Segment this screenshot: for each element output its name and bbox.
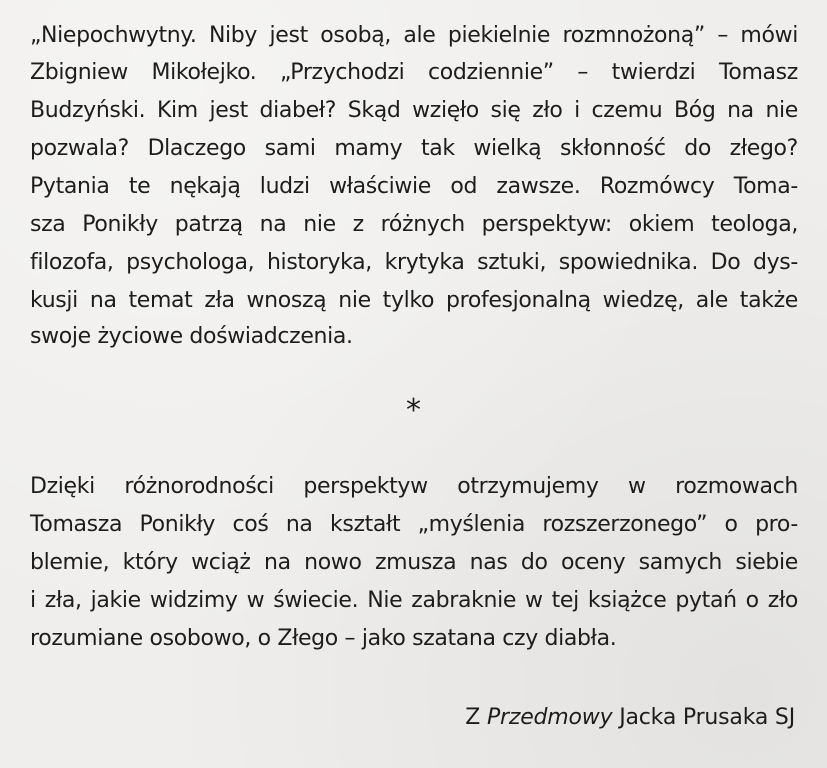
paragraph-1-line: sza Ponikły patrzą na nie z różnych perspektyw: okiem teologa, [30, 212, 798, 237]
paragraph-1-line: Zbigniew Mikołejko. „Przychodzi codziennie” – twierdzi Tomasz [30, 60, 798, 85]
paragraph-2-line: rozumiane osobowo, o Złego – jako szatana czy diabła. [30, 626, 617, 651]
paragraph-1-line: swoje życiowe doświadczenia. [30, 324, 353, 349]
paragraph-1-line: kusji na temat zła wnoszą nie tylko profesjonalną wiedzę, ale także [30, 288, 798, 313]
attribution-author: Jacka Prusaka SJ [619, 705, 795, 730]
paragraph-2-line: blemie, który wciąż na nowo zmusza nas do oceny samych siebie [30, 550, 798, 575]
paragraph-2-line: Tomasza Ponikły coś na kształt „myślenia rozszerzonego” o pro- [30, 512, 798, 537]
attribution-prefix: Z [465, 705, 481, 730]
attribution [465, 703, 795, 733]
paragraph-1-line: Budzyński. Kim jest diabeł? Skąd wzięło się zło i czemu Bóg na nie [30, 98, 798, 123]
paragraph-1-line: pozwala? Dlaczego sami mamy tak wielką skłonność do złego? [30, 136, 798, 161]
attribution-title: Przedmowy [486, 705, 613, 730]
paragraph-1-line: „Niepochwytny. Niby jest osobą, ale piekielnie rozmnożoną” – mówi [30, 23, 798, 48]
paragraph-1-line: Pytania te nękają ludzi właściwie od zawsze. Rozmówcy Toma- [30, 174, 798, 199]
section-separator: * [406, 393, 421, 428]
paragraph-2-line: Dzięki różnorodności perspektyw otrzymujemy w rozmowach [30, 474, 798, 499]
paragraph-2-line: i zła, jakie widzimy w świecie. Nie zabraknie w tej książce pytań o zło [30, 588, 798, 613]
paragraph-1-line: filozofa, psychologa, historyka, krytyka sztuki, spowiednika. Do dys- [30, 250, 798, 275]
